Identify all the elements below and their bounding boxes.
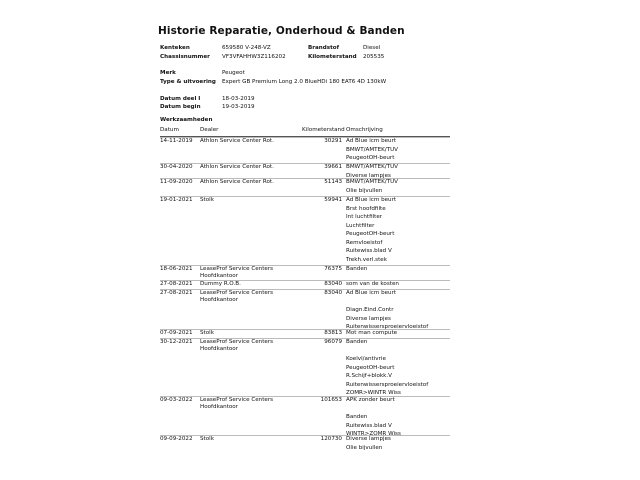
row-omschrijving-item: Mot man compute — [346, 330, 398, 336]
row-datum: 19-01-2021 — [160, 197, 193, 203]
row-dealer: Dummy R.O.B. — [200, 281, 241, 287]
row-dealer: Hoofdkantoor — [200, 272, 239, 279]
row-dealer: LeaseProf Service Centers — [200, 290, 274, 296]
row-omschrijving-item: Banden — [346, 339, 368, 345]
row-omschrijving-item: Ruitewiss.blad V — [346, 248, 392, 255]
row-dealer: Athlon Service Center Rot. — [200, 164, 274, 170]
row-dealer: LeaseProf Service Centers — [200, 266, 274, 272]
row-kilometerstand: 83040 — [324, 290, 342, 296]
column-header-dealer: Dealer — [200, 127, 219, 133]
row-omschrijving-item: Diverse lampjes — [346, 172, 391, 179]
row-omschrijving-item: Banden — [346, 414, 368, 421]
merk-label: Merk — [160, 70, 176, 76]
row-omschrijving-item: Olie bijvullen — [346, 444, 383, 451]
datum-begin-label: Datum begin — [160, 104, 201, 110]
row-kilometerstand: 96079 — [324, 339, 342, 345]
row-omschrijving-item: Ruitenwissersproeiervloeistof — [346, 381, 429, 388]
row-kilometerstand: 59941 — [324, 197, 342, 203]
row-dealer: Hoofdkantoor — [200, 345, 239, 352]
row-omschrijving-item: Koelvl/antivrie — [346, 356, 386, 363]
chassis-value: VF3VFAHHW3Z116202 — [222, 54, 286, 60]
row-omschrijving-item: APK zonder beurt — [346, 397, 395, 403]
row-omschrijving-item: Ad Blue icm beurt — [346, 138, 397, 144]
row-datum: 27-08-2021 — [160, 281, 193, 287]
row-omschrijving-item: WINTR>ZOMR Wiss — [346, 431, 401, 438]
row-datum: 09-09-2022 — [160, 436, 193, 442]
type-value: Expert GB Premium Long 2.0 BlueHDi 180 EAT6 4D 130kW — [222, 79, 387, 85]
page-title: Historie Reparatie, Onderhoud & Banden — [158, 25, 405, 37]
type-label: Type & uitvoering — [160, 79, 216, 85]
row-kilometerstand: 76375 — [324, 266, 342, 272]
brandstof-value: Diesel — [363, 45, 381, 51]
datum-deel-value: 18-03-2019 — [222, 96, 255, 102]
row-omschrijving-item: som van de kosten — [346, 281, 399, 287]
row-kilometerstand: 39661 — [324, 164, 342, 170]
kenteken-value: 659580 V-248-VZ — [222, 45, 271, 51]
row-kilometerstand: 30291 — [324, 138, 342, 144]
column-header-kilometerstand: Kilometerstand — [302, 127, 345, 133]
row-omschrijving-item: Ad Blue icm beurt — [346, 197, 397, 203]
row-omschrijving-item: BMWT/AMTEK/TUV — [346, 164, 398, 170]
row-dealer: Hoofdkantoor — [200, 296, 239, 303]
datum-deel-label: Datum deel I — [160, 96, 201, 102]
row-dealer: Hoofdkantoor — [200, 403, 239, 410]
row-omschrijving-item: R.Schijf+blokk.V — [346, 373, 393, 380]
merk-value: Peugeot — [222, 70, 245, 76]
row-datum: 09-03-2022 — [160, 397, 193, 403]
row-dealer: LeaseProf Service Centers — [200, 339, 274, 345]
column-header-omschrijving: Omschrijving — [346, 127, 383, 133]
row-datum: 11-09-2020 — [160, 179, 193, 185]
row-datum: 18-06-2021 — [160, 266, 193, 272]
row-omschrijving-item: Remvloeistof — [346, 239, 383, 246]
row-dealer: LeaseProf Service Centers — [200, 397, 274, 403]
row-dealer: Athlon Service Center Rot. — [200, 138, 274, 144]
row-omschrijving-item: Ruitewiss.blad V — [346, 422, 392, 429]
row-omschrijving-item: Int luchtfilter — [346, 214, 383, 221]
row-omschrijving-item: ZOMR>WINTR Wiss — [346, 390, 401, 397]
row-kilometerstand: 51143 — [324, 179, 342, 185]
column-header-datum: Datum — [160, 127, 179, 133]
kenteken-label: Kenteken — [160, 45, 190, 51]
row-dealer: Stolk — [200, 436, 214, 442]
section-title: Werkzaamheden — [160, 117, 213, 123]
row-omschrijving-item: BMWT/AMTEK/TUV — [346, 179, 398, 185]
row-datum: 14-11-2019 — [160, 138, 193, 144]
row-omschrijving-item: PeugeotOH-beurt — [346, 231, 395, 238]
row-omschrijving-item: BMWT/AMTEK/TUV — [346, 146, 398, 153]
row-dealer: Stolk — [200, 197, 214, 203]
row-omschrijving-item: Banden — [346, 266, 368, 272]
row-omschrijving-item: Luchtfilter — [346, 222, 375, 229]
kilometerstand-label: Kilometerstand — [308, 54, 357, 60]
chassis-label: Chassisnummer — [160, 54, 210, 60]
row-omschrijving-item: Trekh.verl.stek — [346, 256, 387, 263]
row-datum: 30-04-2020 — [160, 164, 193, 170]
row-kilometerstand: 120730 — [320, 436, 342, 442]
row-kilometerstand: 83040 — [324, 281, 342, 287]
datum-begin-value: 19-03-2019 — [222, 104, 255, 110]
kilometerstand-value: 205535 — [363, 54, 385, 60]
row-dealer: Stolk — [200, 330, 214, 336]
row-omschrijving-item: PeugeotOH-beurt — [346, 364, 395, 371]
row-kilometerstand: 83813 — [324, 330, 342, 336]
row-datum: 07-09-2021 — [160, 330, 193, 336]
row-omschrijving-item: Olie bijvullen — [346, 187, 383, 194]
row-omschrijving-item: Ad Blue icm beurt — [346, 290, 397, 296]
row-omschrijving-item: Ruitenwissersproeiervloeistof — [346, 324, 429, 331]
row-dealer: Athlon Service Center Rot. — [200, 179, 274, 185]
brandstof-label: Brandstof — [308, 45, 340, 51]
row-omschrijving-item: PeugeotOH-beurt — [346, 155, 395, 162]
row-omschrijving-item: Diagn.Eind.Contr — [346, 307, 394, 314]
row-datum: 27-08-2021 — [160, 290, 193, 296]
row-kilometerstand: 101653 — [320, 397, 342, 403]
row-datum: 30-12-2021 — [160, 339, 193, 345]
row-omschrijving-item: Brst hoofdfilte — [346, 205, 386, 212]
row-omschrijving-item: Diverse lampjes — [346, 436, 391, 442]
row-omschrijving-item: Diverse lampjes — [346, 315, 391, 322]
